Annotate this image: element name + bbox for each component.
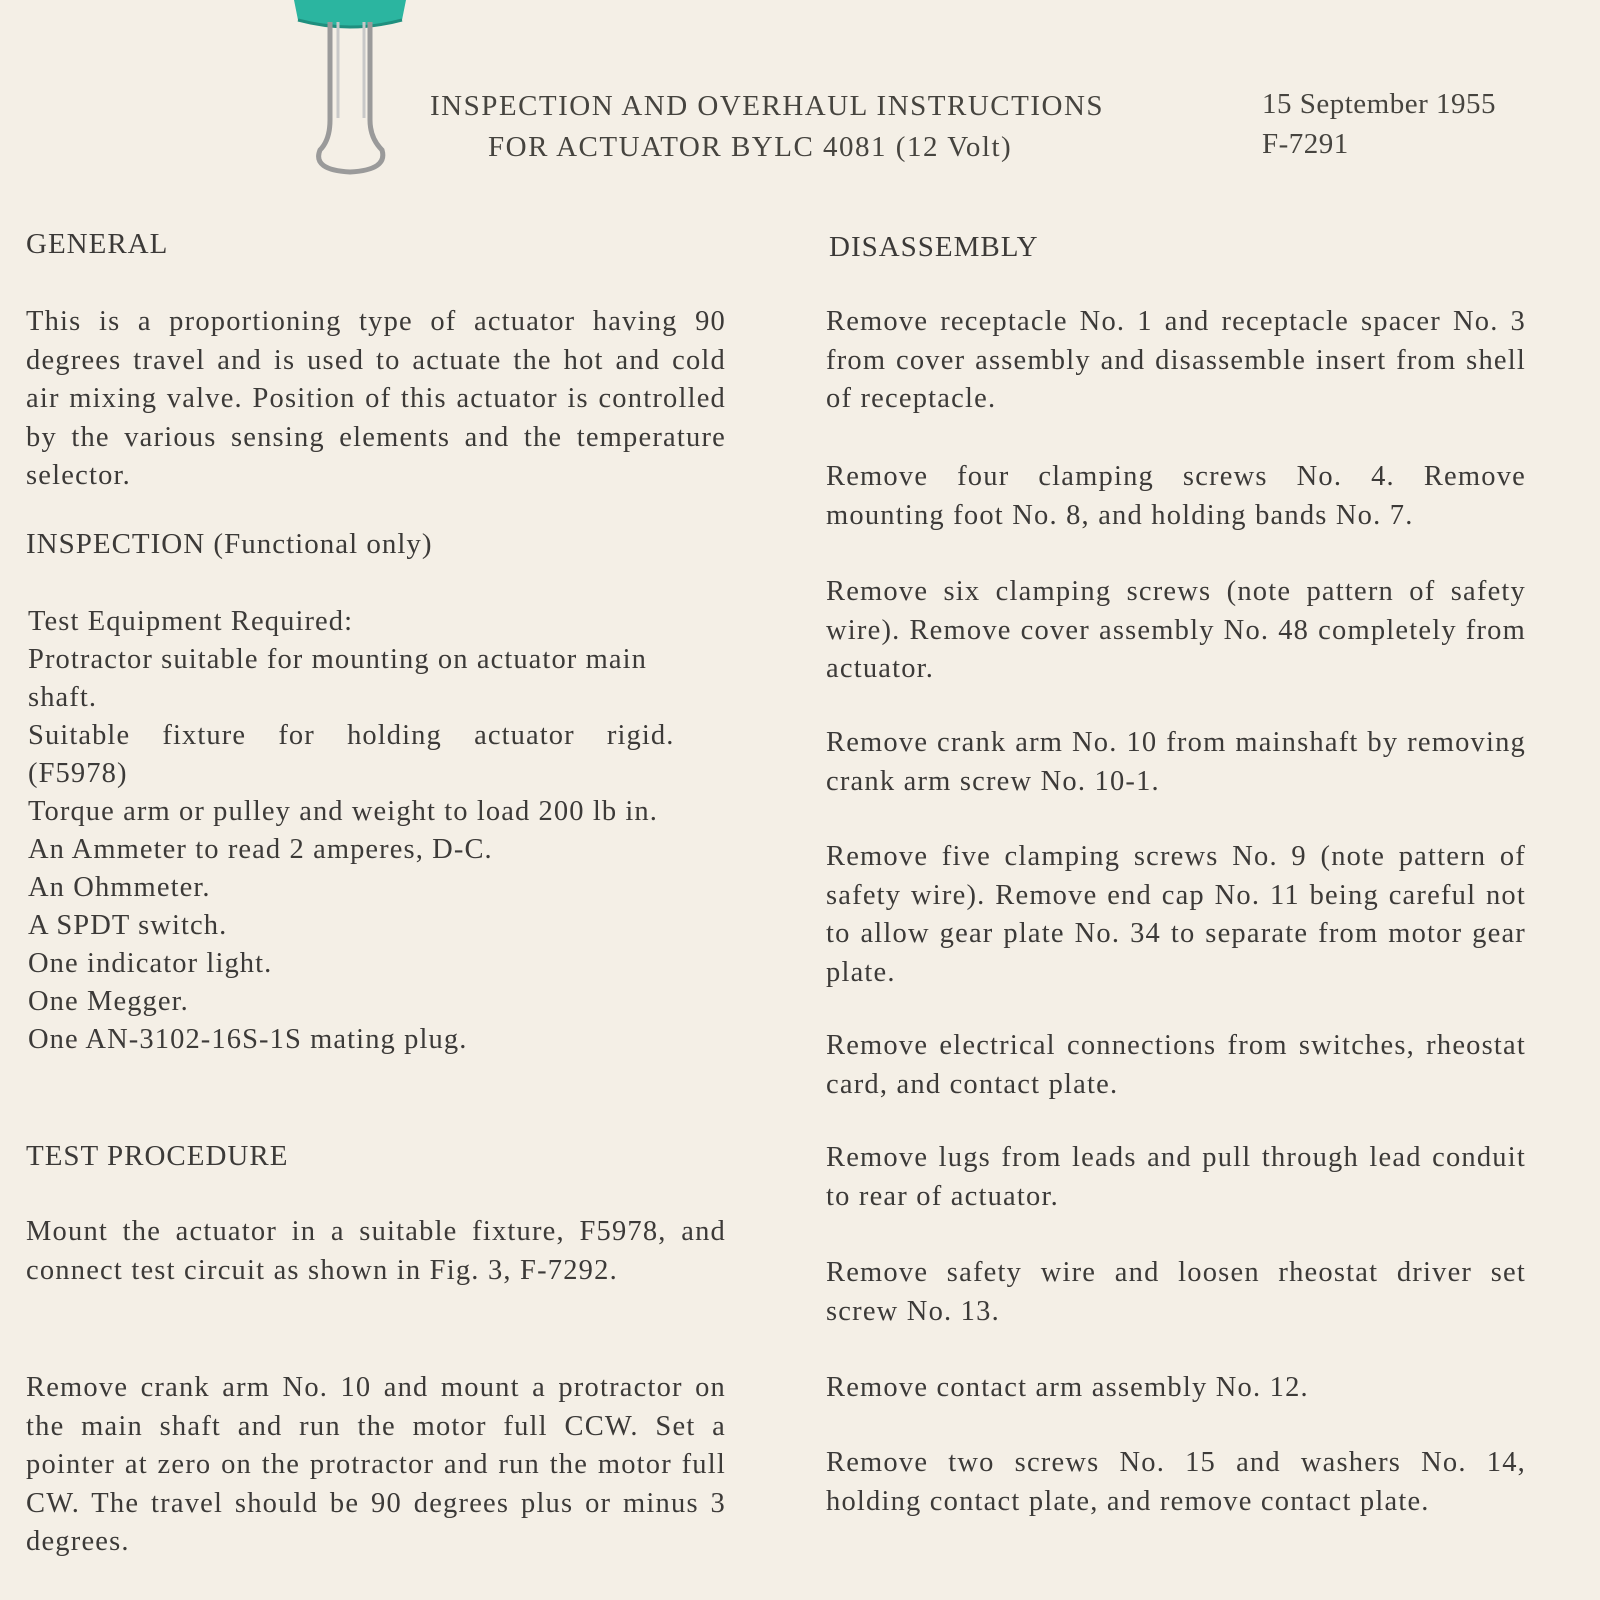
equipment-list bbox=[28, 603, 674, 1059]
list-item: A SPDT switch. bbox=[28, 910, 228, 941]
document-title bbox=[430, 86, 1150, 168]
list-item: shaft. bbox=[28, 682, 98, 713]
disassembly-step: Remove crank arm No. 10 from mainshaft by removing crank arm screw No. 10-1. bbox=[826, 727, 1526, 797]
list-item: (F5978) bbox=[28, 758, 128, 789]
title-line-2: FOR ACTUATOR BYLC 4081 (12 Volt) bbox=[488, 131, 1013, 163]
document-number: F-7291 bbox=[1262, 128, 1349, 160]
list-item: Torque arm or pulley and weight to load 200 lb in. bbox=[28, 796, 659, 827]
disassembly-step: Remove four clamping screws No. 4. Remove mounting foot No. 8, and holding bands No. 7. bbox=[826, 461, 1526, 531]
list-item: One indicator light. bbox=[28, 948, 273, 979]
document-meta bbox=[1262, 84, 1496, 164]
disassembly-step: Remove two screws No. 15 and washers No. 14, holding contact plate, and remove contact plate. bbox=[826, 1447, 1526, 1517]
test-paragraph: Mount the actuator in a suitable fixture, F5978, and connect test circuit as shown in Fig. 3, F-7292. bbox=[26, 1216, 726, 1286]
disassembly-step: Remove five clamping screws No. 9 (note pattern of safety wire). Remove end cap No. 11 being careful not to allow gear plate No. 34 to separate from motor gear plate. bbox=[826, 841, 1526, 988]
list-item: An Ohmmeter. bbox=[28, 872, 211, 903]
title-line-1: INSPECTION AND OVERHAUL INSTRUCTIONS bbox=[430, 90, 1105, 122]
general-paragraph: This is a proportioning type of actuator having 90 degrees travel and is used to actuate the hot and cold air mixing valve. Position of this actuator is controlled by the various sensing elements and the temperature selector. bbox=[26, 306, 726, 491]
general-heading: GENERAL bbox=[26, 228, 169, 260]
disassembly-step: Remove safety wire and loosen rheostat driver set screw No. 13. bbox=[826, 1257, 1526, 1327]
disassembly-step: Remove contact arm assembly No. 12. bbox=[826, 1372, 1309, 1403]
inspection-heading: INSPECTION (Functional only) bbox=[26, 528, 433, 560]
test-procedure-heading: TEST PROCEDURE bbox=[26, 1140, 289, 1172]
disassembly-heading: DISASSEMBLY bbox=[829, 231, 1039, 263]
test-paragraph: Remove crank arm No. 10 and mount a protractor on the main shaft and run the motor full CCW. Set a pointer at zero on the protractor and run the motor full CW. The travel should be 90 degrees plus or minus 3 degrees. bbox=[26, 1372, 726, 1557]
binder-clip-icon bbox=[290, 0, 410, 190]
list-item: An Ammeter to read 2 amperes, D-C. bbox=[28, 834, 493, 865]
document-date: 15 September 1955 bbox=[1262, 88, 1497, 120]
list-item: Test Equipment Required: bbox=[28, 606, 354, 637]
list-item: Suitable fixture for holding actuator rigid. bbox=[28, 720, 675, 751]
disassembly-step: Remove electrical connections from switches, rheostat card, and contact plate. bbox=[826, 1030, 1526, 1100]
list-item: One AN-3102-16S-1S mating plug. bbox=[28, 1024, 468, 1055]
disassembly-step: Remove six clamping screws (note pattern of safety wire). Remove cover assembly No. 48 completely from actuator. bbox=[826, 576, 1526, 684]
list-item: Protractor suitable for mounting on actuator main bbox=[28, 644, 648, 675]
disassembly-step: Remove lugs from leads and pull through lead conduit to rear of actuator. bbox=[826, 1142, 1526, 1212]
disassembly-step: Remove receptacle No. 1 and receptacle spacer No. 3 from cover assembly and disassemble insert from shell of receptacle. bbox=[826, 306, 1526, 414]
list-item: One Megger. bbox=[28, 986, 189, 1017]
